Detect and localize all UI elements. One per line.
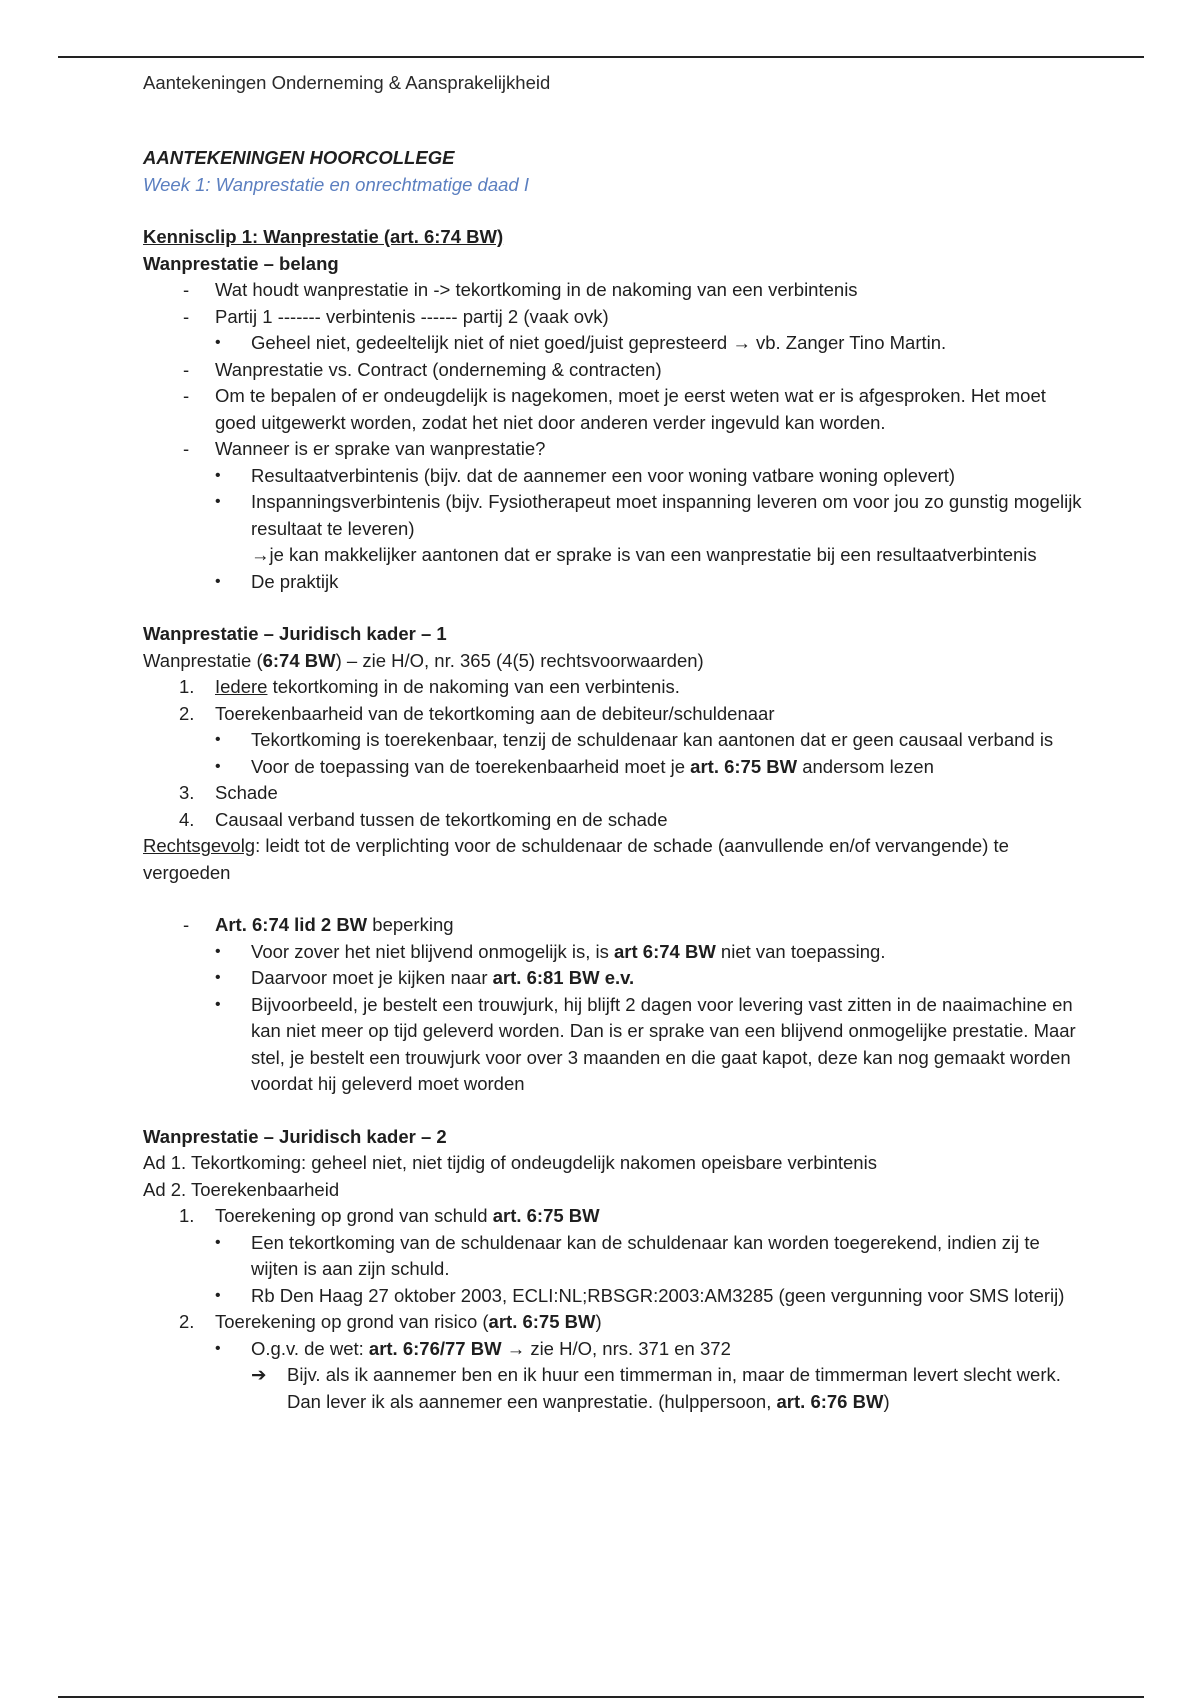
bullet-item: • Inspanningsverbintenis (bijv. Fysiotherapeut moet inspanning leveren om voor jou zo gunstig mogelijk resultaat te leveren) <box>215 491 1082 539</box>
section-heading-belang: Wanprestatie – belang <box>143 252 339 274</box>
list-item: - Wanprestatie vs. Contract (onderneming & contracten) <box>143 357 1083 384</box>
bullet-icon: • <box>215 942 221 960</box>
section-heading-kader-1: Wanprestatie – Juridisch kader – 1 <box>143 623 447 644</box>
bullet-item: • O.g.v. de wet: art. 6:76/77 BW → zie H/O, nrs. 371 en 372 <box>143 1336 1083 1363</box>
list-item: - Art. 6:74 lid 2 BW beperking <box>143 912 1083 939</box>
bullet-note: →je kan makkelijker aantonen dat er sprake is van een wanprestatie bij een resultaatverbintenis <box>251 544 1037 565</box>
dash-marker: - <box>183 279 190 300</box>
item-number: 2. <box>179 702 195 724</box>
arrow-right-icon: ➔ <box>251 1364 267 1385</box>
list-item: - Om te bepalen of er ondeugdelijk is nagekomen, moet je eerst weten wat er is afgesproken. Het moet goed uitgewerkt worden, zodat het niet door anderen verder ingevuld kan worden. <box>183 385 1046 433</box>
item-number: 1. <box>179 1205 195 1226</box>
arrow-item: ➔ Bijv. als ik aannemer ben en ik huur een timmerman in, maar de timmerman levert slecht werk. Dan lever ik als aannemer een wanprestatie. (hulppersoon, art. 6:76 BW) <box>251 1364 1061 1412</box>
page-header: Aantekeningen Onderneming & Aansprakelijkheid <box>143 72 551 93</box>
bullet-icon: • <box>215 1339 221 1357</box>
item-number: 3. <box>179 782 195 803</box>
numbered-item: 2. Toerekenbaarheid van de tekortkoming aan de debiteur/schuldenaar <box>143 701 1083 728</box>
numbered-item: 2. Toerekening op grond van risico (art. 6:75 BW) <box>143 1309 1083 1336</box>
dash-marker: - <box>183 305 190 327</box>
numbered-item: 1. Iedere tekortkoming in de nakoming van een verbintenis. <box>143 674 1083 701</box>
bullet-item: • Voor zover het niet blijvend onmogelijk is, is art 6:74 BW niet van toepassing. <box>143 939 1083 966</box>
week-subtitle: Week 1: Wanprestatie en onrechtmatige daad I <box>143 173 529 195</box>
bullet-icon: • <box>215 1286 221 1304</box>
bullet-item: • Rb Den Haag 27 oktober 2003, ECLI:NL;RBSGR:2003:AM3285 (geen vergunning voor SMS loterij) <box>143 1283 1083 1310</box>
dash-marker: - <box>183 914 190 935</box>
header-rule <box>58 56 1144 58</box>
bullet-icon: • <box>215 493 221 510</box>
ad-2: Ad 2. Toerekenbaarheid <box>143 1178 340 1200</box>
clip-heading: Kennisclip 1: Wanprestatie (art. 6:74 BW) <box>143 226 504 247</box>
dash-marker: - <box>183 438 190 459</box>
bullet-icon: • <box>215 757 221 775</box>
item-number: 1. <box>179 676 195 697</box>
dash-marker: - <box>183 358 190 380</box>
rechtsgevolg: Rechtsgevolg: leidt tot de verplichting voor de schuldenaar de schade (aanvullende en/of vervangende) te vergoeden <box>143 835 1009 883</box>
bullet-item: • Bijvoorbeeld, je bestelt een trouwjurk, hij blijft 2 dagen voor levering vast zitten in de naaimachine en kan niet meer op tijd geleverd worden. Dan is er sprake van een blijvend onmogelijke prestatie. Maar stel, je bestelt een trouwjurk voor over 3 maanden en die gaat kapot, deze kan nog gemaakt worden voordat hij geleverd moet worden <box>215 993 1076 1094</box>
document-body <box>143 145 1083 1415</box>
numbered-item: 4. Causaal verband tussen de tekortkoming en de schade <box>143 807 1083 834</box>
numbered-item: 1. Toerekening op grond van schuld art. 6:75 BW <box>143 1203 1083 1230</box>
bullet-icon: • <box>215 995 221 1013</box>
kader-intro: Wanprestatie (6:74 BW) – zie H/O, nr. 365 (4(5) rechtsvoorwaarden) <box>143 649 704 671</box>
bullet-item: • Voor de toepassing van de toerekenbaarheid moet je art. 6:75 BW andersom lezen <box>143 754 1083 781</box>
bullet-icon: • <box>215 466 221 484</box>
ad-1: Ad 1. Tekortkoming: geheel niet, niet tijdig of ondeugdelijk nakomen opeisbare verbintenis <box>143 1152 877 1173</box>
bullet-icon: • <box>215 1233 221 1251</box>
bullet-item: • De praktijk <box>143 569 1083 596</box>
bullet-icon: • <box>215 969 221 986</box>
bullet-icon: • <box>215 731 221 748</box>
bullet-icon: • <box>215 572 221 590</box>
bullet-item: • Tekortkoming is toerekenbaar, tenzij de schuldenaar kan aantonen dat er geen causaal verband is <box>143 727 1083 754</box>
list-item: - Wanneer is er sprake van wanprestatie? <box>143 436 1083 463</box>
item-number: 2. <box>179 1311 195 1332</box>
bullet-item: • Een tekortkoming van de schuldenaar kan de schuldenaar kan worden toegerekend, indien zij te wijten is aan zijn schuld. <box>215 1231 1040 1279</box>
list-item: - Wat houdt wanprestatie in -> tekortkoming in de nakoming van een verbintenis <box>143 277 1083 304</box>
footer-rule <box>58 1696 1144 1698</box>
numbered-item: 3. Schade <box>143 780 1083 807</box>
document-title: AANTEKENINGEN HOORCOLLEGE <box>143 147 455 168</box>
bullet-item: • Daarvoor moet je kijken naar art. 6:81 BW e.v. <box>143 965 1083 992</box>
bullet-icon: • <box>215 334 221 351</box>
dash-marker: - <box>183 385 190 406</box>
item-number: 4. <box>179 808 195 830</box>
list-item: - Partij 1 ------- verbintenis ------ partij 2 (vaak ovk) <box>143 304 1083 331</box>
section-heading-kader-2: Wanprestatie – Juridisch kader – 2 <box>143 1125 447 1147</box>
bullet-item: • Resultaatverbintenis (bijv. dat de aannemer een voor woning vatbare woning oplevert) <box>143 463 1083 490</box>
bullet-item: • Geheel niet, gedeeltelijk niet of niet goed/juist gepresteerd → vb. Zanger Tino Martin. <box>143 330 1083 357</box>
